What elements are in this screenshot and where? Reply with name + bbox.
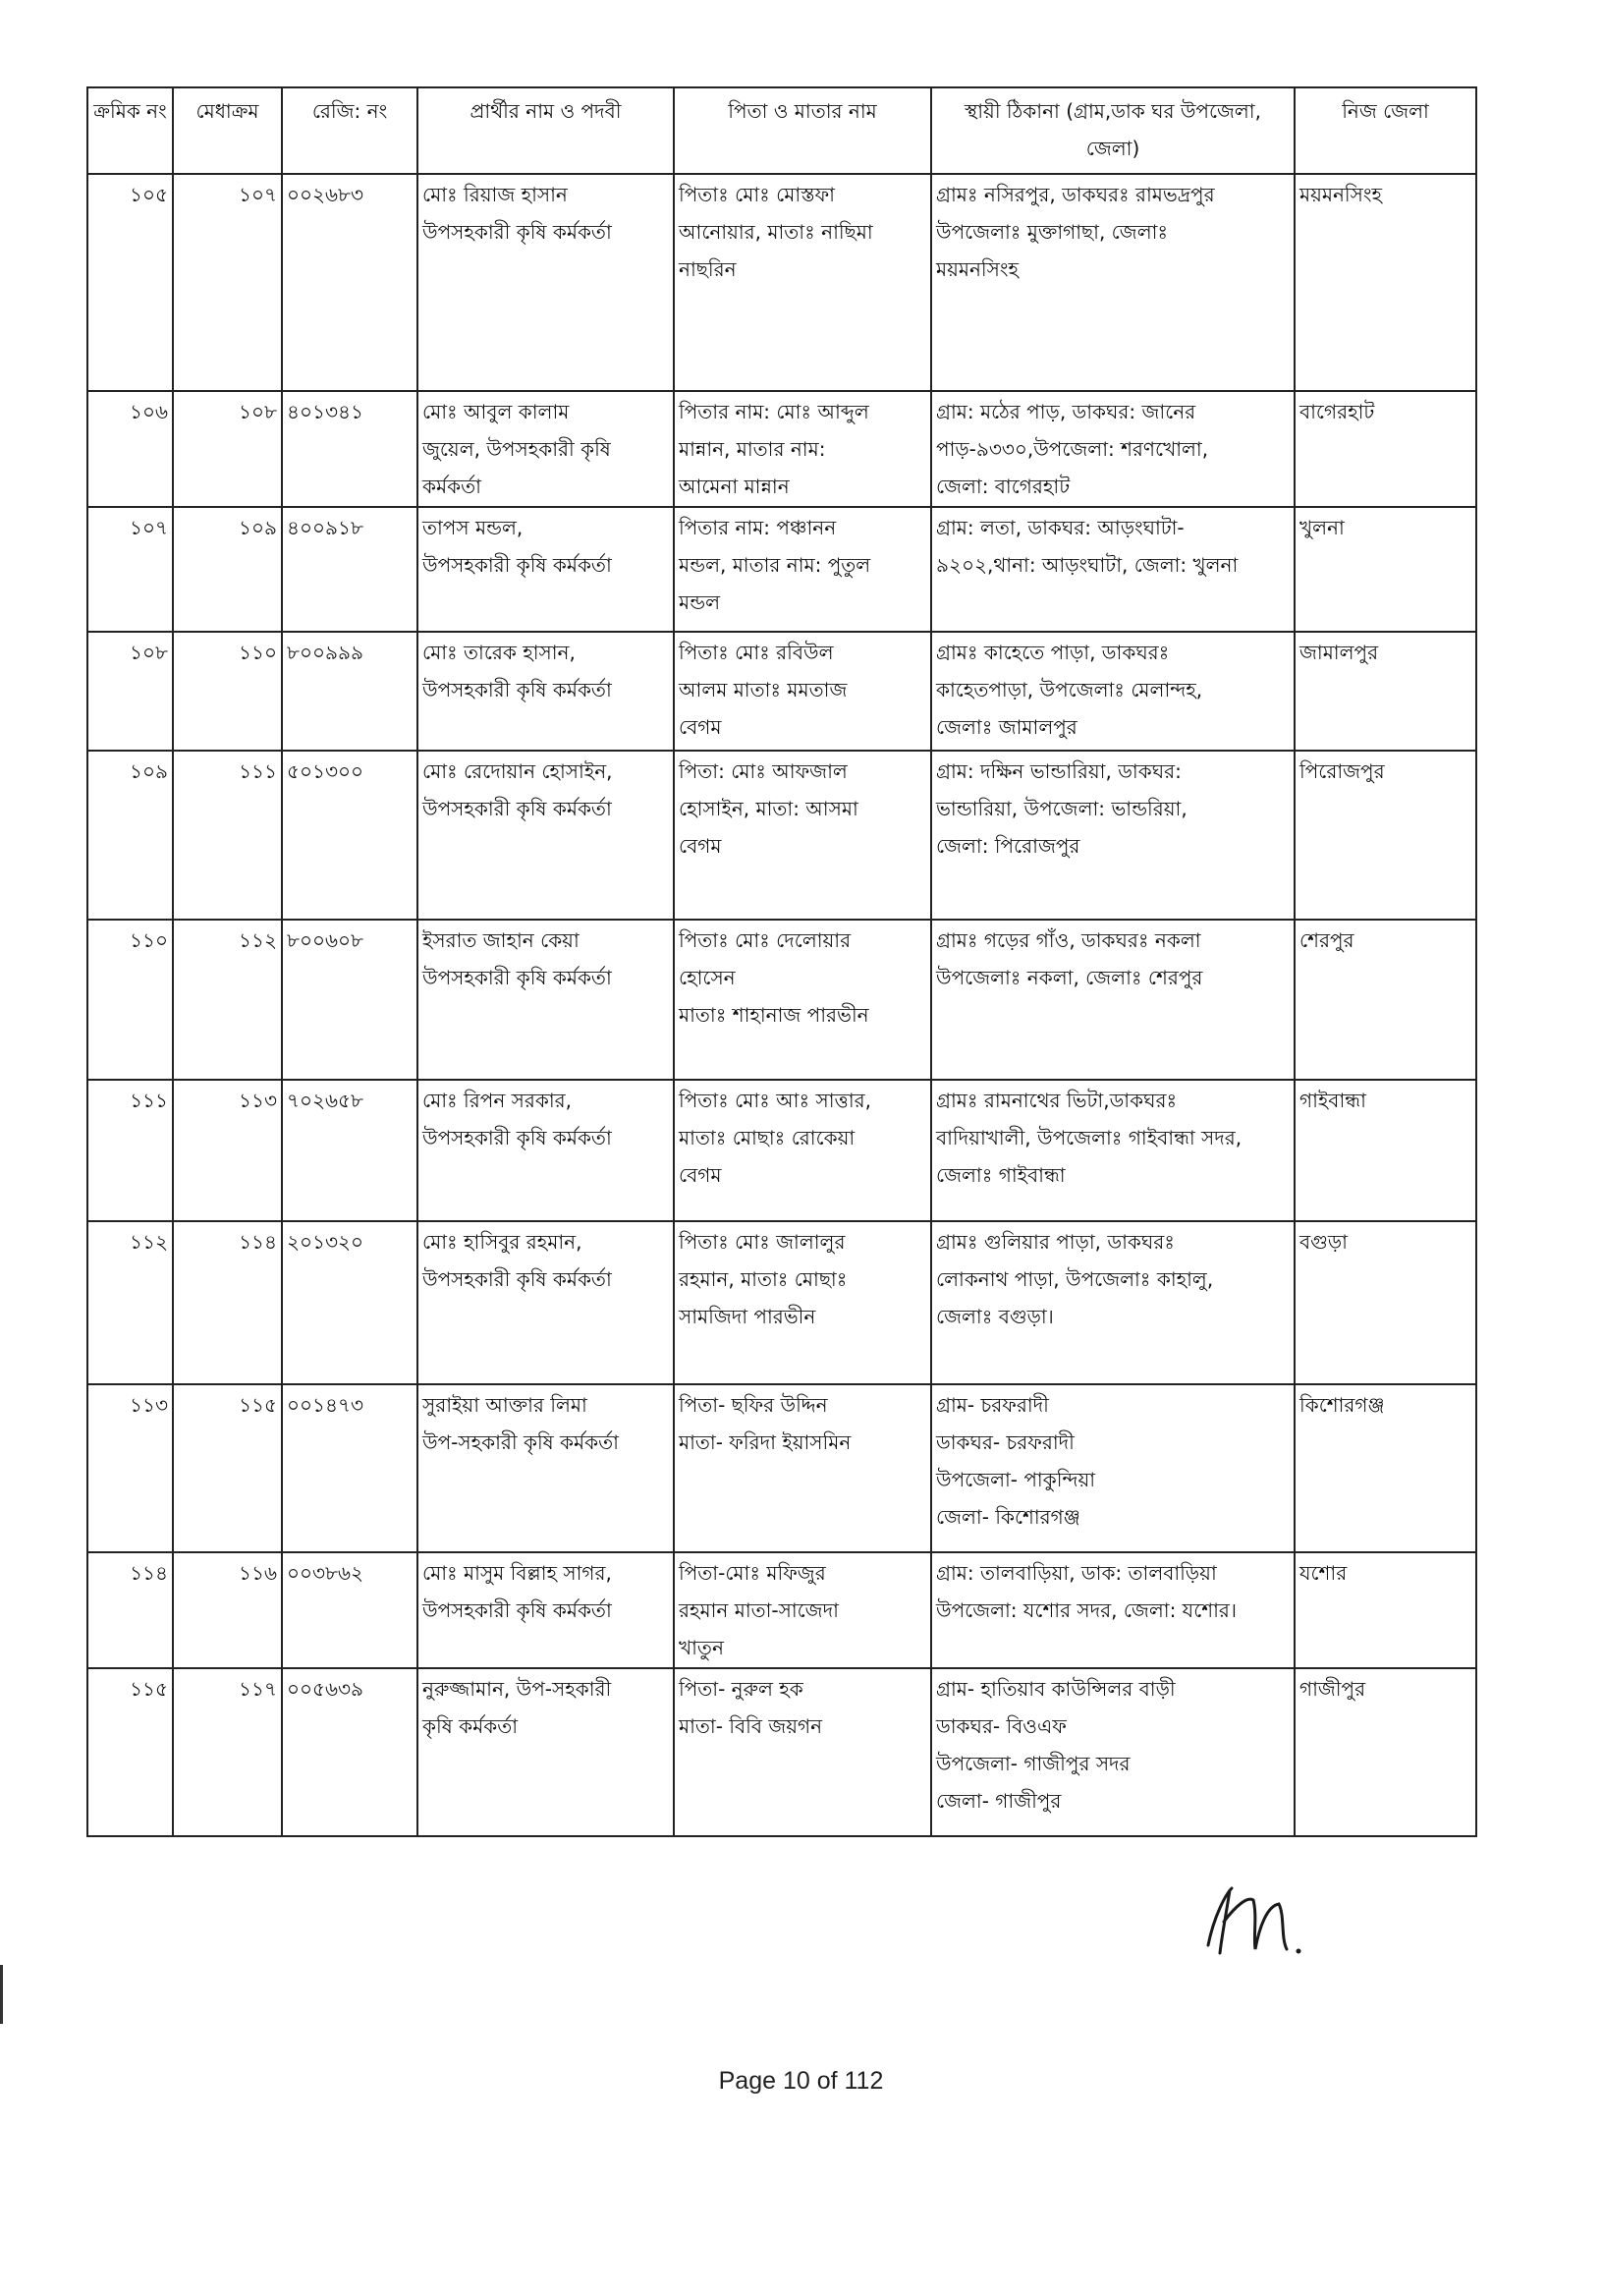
table-row	[87, 1221, 1476, 1384]
name-cell-line: কর্মকর্তা	[422, 475, 481, 498]
address-cell-line: উপজেলাঃ নকলা, জেলাঃ শেরপুর	[936, 966, 1203, 989]
table-row	[87, 751, 1476, 920]
serial-cell: ১১১	[87, 1080, 173, 1221]
address-cell-line: পাড়-৯৩৩০,উপজেলা: শরণখোলা,	[936, 437, 1209, 461]
serial-cell: ১০৯	[87, 751, 173, 920]
address-cell-line: লোকনাথ পাড়া, উপজেলাঃ কাহালু,	[936, 1267, 1214, 1291]
address-cell-line: উপজেলা- গাজীপুর সদর	[936, 1752, 1131, 1775]
table-row	[87, 1668, 1476, 1836]
candidate-table	[86, 86, 1477, 1837]
name-cell-line: মোঃ রিয়াজ হাসান	[422, 183, 568, 206]
merit-cell: ১১৩	[173, 1080, 282, 1221]
address-cell-line: জেলা- গাজীপুর	[936, 1789, 1062, 1813]
parents-cell	[674, 1221, 931, 1384]
table-row	[87, 632, 1476, 751]
parents-cell	[674, 507, 931, 632]
name-cell-line: মোঃ রিপন সরকার,	[422, 1089, 572, 1112]
address-cell-line: উপজেলা: যশোর সদর, জেলা: যশোর।	[936, 1598, 1238, 1622]
registration-cell: ৪০১৩৪১	[282, 391, 417, 507]
district-cell: যশোর	[1295, 1552, 1476, 1668]
address-cell-line: ৯২০২,থানা: আড়ংঘাটা, জেলা: খুলনা	[936, 553, 1239, 577]
serial-cell: ১০৬	[87, 391, 173, 507]
registration-cell: ৫০১৩০০	[282, 751, 417, 920]
name-cell-line: জুয়েল, উপসহকারী কৃষি	[422, 437, 611, 461]
name-cell-line: মোঃ তারেক হাসান,	[422, 641, 576, 664]
header-merit: মেধাক্রম	[173, 87, 282, 174]
header-registration: রেজি: নং	[282, 87, 417, 174]
registration-cell: ৮০০৬০৮	[282, 920, 417, 1080]
address-cell-line: গ্রামঃ কাহেতে পাড়া, ডাকঘরঃ	[936, 641, 1170, 664]
serial-cell: ১১০	[87, 920, 173, 1080]
parents-cell	[674, 632, 931, 751]
district-cell: গাইবান্ধা	[1295, 1080, 1476, 1221]
registration-cell: ২০১৩২০	[282, 1221, 417, 1384]
name-cell-line: ইসরাত জাহান কেয়া	[422, 928, 580, 952]
name-cell	[417, 1384, 674, 1552]
name-cell	[417, 751, 674, 920]
address-cell-line: ডাকঘর- চরফরাদী	[936, 1430, 1075, 1454]
parents-cell-line: মাতাঃ শাহানাজ পারভীন	[679, 1003, 869, 1027]
district-cell: গাজীপুর	[1295, 1668, 1476, 1836]
parents-cell-line: মাতা- বিবি জয়গন	[679, 1714, 823, 1738]
table-row	[87, 391, 1476, 507]
parents-cell-line: রহমান, মাতাঃ মোছাঃ	[679, 1267, 848, 1291]
address-cell-line: গ্রাম: দক্ষিন ভান্ডারিয়া, ডাকঘর:	[936, 759, 1182, 783]
address-cell-line: ভান্ডারিয়া, উপজেলা: ভান্ডরিয়া,	[936, 797, 1188, 820]
district-cell: বাগেরহাট	[1295, 391, 1476, 507]
name-cell-line: উপসহকারী কৃষি কর্মকর্তা	[422, 678, 612, 701]
address-cell-line: উপজেলা- পাকুন্দিয়া	[936, 1468, 1096, 1491]
registration-cell: ৭০২৬৫৮	[282, 1080, 417, 1221]
name-cell	[417, 1552, 674, 1668]
serial-cell: ১০৭	[87, 507, 173, 632]
table-row	[87, 1384, 1476, 1552]
address-cell	[931, 920, 1295, 1080]
parents-cell-line: আনোয়ার, মাতাঃ নাছিমা	[679, 220, 873, 244]
address-cell-line: জেলাঃ গাইবান্ধা	[936, 1163, 1066, 1187]
table-body	[87, 174, 1476, 1836]
address-cell-line: গ্রামঃ নসিরপুর, ডাকঘরঃ রামভদ্রপুর	[936, 183, 1215, 206]
district-cell: ময়মনসিংহ	[1295, 174, 1476, 391]
parents-cell-line: বেগম	[679, 834, 722, 858]
parents-cell-line: বেগম	[679, 715, 722, 739]
parents-cell-line: পিতাঃ মোঃ মোস্তফা	[679, 183, 835, 206]
table-row	[87, 920, 1476, 1080]
address-cell	[931, 507, 1295, 632]
table-row	[87, 174, 1476, 391]
name-cell-line: মোঃ রেদোয়ান হোসাইন,	[422, 759, 613, 783]
header-home-district: নিজ জেলা	[1295, 87, 1476, 174]
parents-cell-line: পিতাঃ মোঃ আঃ সাত্তার,	[679, 1089, 871, 1112]
name-cell	[417, 1080, 674, 1221]
name-cell	[417, 391, 674, 507]
page-number: Page 10 of 112	[718, 2067, 884, 2095]
district-cell: খুলনা	[1295, 507, 1476, 632]
name-cell	[417, 1668, 674, 1836]
address-cell-line: গ্রাম: মঠের পাড়, ডাকঘর: জানের	[936, 400, 1196, 423]
name-cell-line: উপসহকারী কৃষি কর্মকর্তা	[422, 553, 612, 577]
parents-cell	[674, 751, 931, 920]
registration-cell: ৪০০৯১৮	[282, 507, 417, 632]
serial-cell: ১০৫	[87, 174, 173, 391]
parents-cell-line: হোসেন	[679, 966, 736, 989]
district-cell: পিরোজপুর	[1295, 751, 1476, 920]
parents-cell	[674, 1668, 931, 1836]
address-cell-line: বাদিয়াখালী, উপজেলাঃ গাইবান্ধা সদর,	[936, 1126, 1243, 1149]
name-cell-line: উপসহকারী কৃষি কর্মকর্তা	[422, 966, 612, 989]
name-cell-line: উপসহকারী কৃষি কর্মকর্তা	[422, 797, 612, 820]
name-cell-line: উপসহকারী কৃষি কর্মকর্তা	[422, 1267, 612, 1291]
merit-cell: ১১৬	[173, 1552, 282, 1668]
parents-cell-line: পিতাঃ মোঃ জালালুর	[679, 1230, 846, 1254]
address-cell-line: জেলাঃ বগুড়া।	[936, 1305, 1054, 1328]
merit-cell: ১০৭	[173, 174, 282, 391]
header-address: স্থায়ী ঠিকানা (গ্রাম,ডাক ঘর উপজেলা, জেলা)	[931, 87, 1295, 174]
registration-cell: ০০৩৮৬২	[282, 1552, 417, 1668]
name-cell-line: নুরুজ্জামান, উপ-সহকারী	[422, 1677, 612, 1701]
parents-cell-line: হোসাইন, মাতা: আসমা	[679, 797, 858, 820]
signature-mark	[1196, 1876, 1304, 1965]
address-cell	[931, 391, 1295, 507]
address-cell-line: জেলা- কিশোরগঞ্জ	[936, 1505, 1080, 1529]
address-cell	[931, 1384, 1295, 1552]
parents-cell	[674, 174, 931, 391]
parents-cell	[674, 1552, 931, 1668]
merit-cell: ১১৫	[173, 1384, 282, 1552]
name-cell	[417, 1221, 674, 1384]
registration-cell: ৮০০৯৯৯	[282, 632, 417, 751]
parents-cell-line: পিতা-মোঃ মফিজুর	[679, 1561, 826, 1585]
parents-cell-line: খাতুন	[679, 1636, 724, 1659]
merit-cell: ১১৪	[173, 1221, 282, 1384]
parents-cell	[674, 1080, 931, 1221]
parents-cell-line: নাছরিন	[679, 257, 737, 281]
parents-cell-line: পিতা- ছফির উদ্দিন	[679, 1393, 828, 1417]
parents-cell-line: পিতা: মোঃ আফজাল	[679, 759, 848, 783]
name-cell-line: উপসহকারী কৃষি কর্মকর্তা	[422, 1126, 612, 1149]
address-cell-line: গ্রাম: তালবাড়িয়া, ডাক: তালবাড়িয়া	[936, 1561, 1217, 1585]
address-cell	[931, 1080, 1295, 1221]
merit-cell: ১১১	[173, 751, 282, 920]
parents-cell-line: আমেনা মান্নান	[679, 475, 790, 498]
district-cell: জামালপুর	[1295, 632, 1476, 751]
parents-cell	[674, 391, 931, 507]
serial-cell: ১১৩	[87, 1384, 173, 1552]
address-cell-line: জেলা: বাগেরহাট	[936, 475, 1071, 498]
table-row	[87, 1552, 1476, 1668]
name-cell-line: উপসহকারী কৃষি কর্মকর্তা	[422, 1598, 612, 1622]
name-cell-line: তাপস মন্ডল,	[422, 516, 524, 539]
table-row	[87, 507, 1476, 632]
parents-cell-line: বেগম	[679, 1163, 722, 1187]
district-cell: কিশোরগঞ্জ	[1295, 1384, 1476, 1552]
district-cell: বগুড়া	[1295, 1221, 1476, 1384]
serial-cell: ১১৫	[87, 1668, 173, 1836]
parents-cell-line: মান্নান, মাতার নাম:	[679, 437, 826, 461]
merit-cell: ১১০	[173, 632, 282, 751]
name-cell-line: কৃষি কর্মকর্তা	[422, 1714, 518, 1738]
parents-cell-line: সামজিদা পারভীন	[679, 1305, 816, 1328]
scan-edge-mark	[0, 1965, 3, 2024]
header-parents: পিতা ও মাতার নাম	[674, 87, 931, 174]
name-cell	[417, 174, 674, 391]
parents-cell-line: পিতার নাম: মোঃ আব্দুল	[679, 400, 869, 423]
district-cell: শেরপুর	[1295, 920, 1476, 1080]
table-row	[87, 1080, 1476, 1221]
merit-cell: ১০৮	[173, 391, 282, 507]
parents-cell-line: রহমান মাতা-সাজেদা	[679, 1598, 839, 1622]
address-cell-line: উপজেলাঃ মুক্তাগাছা, জেলাঃ	[936, 220, 1169, 244]
address-cell-line: কাহেতপাড়া, উপজেলাঃ মেলান্দহ,	[936, 678, 1203, 701]
name-cell	[417, 507, 674, 632]
parents-cell	[674, 920, 931, 1080]
name-cell	[417, 632, 674, 751]
parents-cell-line: মাতাঃ মোছাঃ রোকেয়া	[679, 1126, 856, 1149]
parents-cell-line: পিতাঃ মোঃ দেলোয়ার	[679, 928, 852, 952]
address-cell-line: গ্রামঃ গুলিয়ার পাড়া, ডাকঘরঃ	[936, 1230, 1175, 1254]
address-cell-line: গ্রামঃ রামনাথের ভিটা,ডাকঘরঃ	[936, 1089, 1178, 1112]
name-cell	[417, 920, 674, 1080]
address-cell	[931, 1221, 1295, 1384]
serial-cell: ১১৪	[87, 1552, 173, 1668]
address-cell	[931, 751, 1295, 920]
name-cell-line: সুরাইয়া আক্তার লিমা	[422, 1393, 587, 1417]
name-cell-line: মোঃ হাসিবুর রহমান,	[422, 1230, 582, 1254]
address-cell-line: জেলাঃ জামালপুর	[936, 715, 1077, 739]
address-cell	[931, 1668, 1295, 1836]
parents-cell-line: পিতাঃ মোঃ রবিউল	[679, 641, 834, 664]
table-header-row	[87, 87, 1476, 174]
merit-cell: ১০৯	[173, 507, 282, 632]
parents-cell-line: মন্ডল	[679, 590, 720, 614]
address-cell-line: গ্রাম: লতা, ডাকঘর: আড়ংঘাটা-	[936, 516, 1185, 539]
serial-cell: ১১২	[87, 1221, 173, 1384]
address-cell-line: জেলা: পিরোজপুর	[936, 834, 1080, 858]
merit-cell: ১১৭	[173, 1668, 282, 1836]
name-cell-line: মোঃ মাসুম বিল্লাহ সাগর,	[422, 1561, 612, 1585]
name-cell-line: উপসহকারী কৃষি কর্মকর্তা	[422, 220, 612, 244]
parents-cell-line: মাতা- ফরিদা ইয়াসমিন	[679, 1430, 852, 1454]
parents-cell-line: পিতা- নুরুল হক	[679, 1677, 803, 1701]
serial-cell: ১০৮	[87, 632, 173, 751]
address-cell-line: ডাকঘর- বিওএফ	[936, 1714, 1067, 1738]
address-cell-line: গ্রাম- চরফরাদী	[936, 1393, 1049, 1417]
address-cell-line: গ্রাম- হাতিয়াব কাউন্সিলর বাড়ী	[936, 1677, 1176, 1701]
address-cell-line: ময়মনসিংহ	[936, 257, 1019, 281]
header-name-designation: প্রার্থীর নাম ও পদবী	[417, 87, 674, 174]
parents-cell	[674, 1384, 931, 1552]
name-cell-line: মোঃ আবুল কালাম	[422, 400, 570, 423]
address-cell	[931, 1552, 1295, 1668]
header-serial: ক্রমিক নং	[87, 87, 173, 174]
merit-cell: ১১২	[173, 920, 282, 1080]
address-cell-line: গ্রামঃ গড়ের গাঁও, ডাকঘরঃ নকলা	[936, 928, 1201, 952]
registration-cell: ০০২৬৮৩	[282, 174, 417, 391]
address-cell	[931, 174, 1295, 391]
name-cell-line: উপ-সহকারী কৃষি কর্মকর্তা	[422, 1430, 619, 1454]
parents-cell-line: পিতার নাম: পঞ্চানন	[679, 516, 837, 539]
registration-cell: ০০১৪৭৩	[282, 1384, 417, 1552]
parents-cell-line: আলম মাতাঃ মমতাজ	[679, 678, 848, 701]
parents-cell-line: মন্ডল, মাতার নাম: পুতুল	[679, 553, 871, 577]
address-cell	[931, 632, 1295, 751]
registration-cell: ০০৫৬৩৯	[282, 1668, 417, 1836]
